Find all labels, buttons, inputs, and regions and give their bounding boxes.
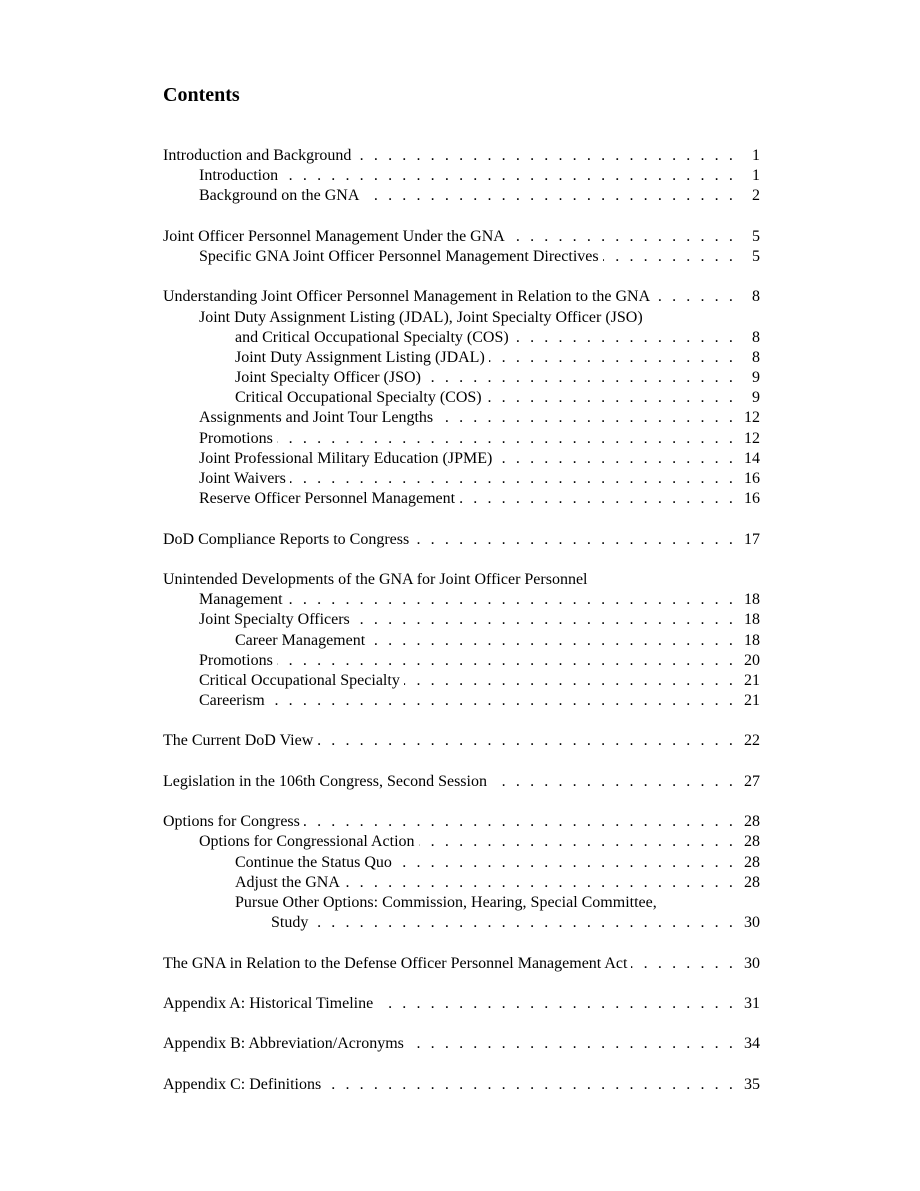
toc-entry-title: Joint Waivers bbox=[199, 470, 286, 487]
toc-page-number: 9 bbox=[752, 389, 760, 407]
toc-page-number: 28 bbox=[744, 873, 760, 891]
toc-entry-title: Specific GNA Joint Officer Personnel Management Directives bbox=[199, 247, 599, 265]
toc-page-number: 30 bbox=[744, 954, 760, 972]
toc-page-number: 18 bbox=[744, 631, 760, 649]
toc-entry-title: Management bbox=[199, 591, 283, 609]
toc-entry[interactable] bbox=[163, 388, 760, 408]
toc-entry[interactable] bbox=[163, 610, 760, 630]
toc-dot-leader bbox=[377, 994, 736, 1014]
toc-page-number: 35 bbox=[744, 1075, 760, 1093]
toc-dot-leader bbox=[396, 853, 736, 873]
toc-dot-leader bbox=[363, 186, 736, 206]
toc-page-number: 18 bbox=[744, 611, 760, 629]
toc-entry-title: and Critical Occupational Specialty (COS) bbox=[235, 328, 509, 346]
toc-page-number: 16 bbox=[744, 470, 760, 487]
toc-dot-leader bbox=[437, 408, 736, 428]
toc-entry[interactable] bbox=[163, 691, 760, 711]
toc-entry-title: Assignments and Joint Tour Lengths bbox=[199, 409, 434, 427]
toc-entry-title: Appendix B: Abbreviation/Acronyms bbox=[163, 1035, 404, 1053]
toc-entry[interactable] bbox=[163, 247, 760, 267]
toc-entry[interactable] bbox=[163, 994, 760, 1014]
toc-entry[interactable] bbox=[163, 368, 760, 388]
toc-dot-leader bbox=[325, 1075, 736, 1095]
toc-entry-title: Careerism bbox=[199, 692, 265, 710]
toc-entry[interactable] bbox=[163, 530, 760, 550]
toc-page-number: 28 bbox=[744, 833, 760, 851]
toc-entry[interactable] bbox=[163, 489, 760, 509]
toc-dot-leader bbox=[312, 913, 736, 933]
toc-entry-title: Study bbox=[271, 914, 309, 932]
toc-page-number: 14 bbox=[744, 449, 760, 467]
toc-entry-title: Critical Occupational Specialty bbox=[199, 671, 400, 689]
toc-dot-leader bbox=[282, 166, 736, 186]
toc-dot-leader bbox=[513, 328, 736, 348]
toc-entry-title: Legislation in the 106th Congress, Second Session bbox=[163, 772, 487, 790]
toc-dot-leader bbox=[404, 671, 736, 691]
contents-heading: Contents bbox=[163, 84, 240, 106]
toc-dot-leader bbox=[317, 731, 736, 751]
toc-entry-title: Pursue Other Options: Commission, Hearing, Special Committee, bbox=[235, 893, 657, 911]
toc-page-number: 21 bbox=[744, 692, 760, 710]
toc-page-number: 28 bbox=[744, 813, 760, 831]
toc-dot-leader bbox=[304, 812, 736, 832]
toc-entry[interactable] bbox=[163, 408, 760, 428]
toc-entry[interactable] bbox=[163, 631, 760, 651]
toc-dot-leader bbox=[425, 368, 736, 388]
toc-entry[interactable] bbox=[163, 166, 760, 186]
toc-page-number: 20 bbox=[744, 651, 760, 669]
toc-entry-title: Appendix C: Definitions bbox=[163, 1075, 322, 1093]
toc-dot-leader bbox=[419, 832, 736, 852]
toc-entry[interactable] bbox=[163, 853, 760, 873]
toc-dot-leader bbox=[290, 469, 736, 489]
toc-page-number: 16 bbox=[744, 490, 760, 508]
toc-dot-leader bbox=[459, 489, 736, 509]
toc-entry[interactable] bbox=[163, 772, 760, 792]
toc-entry-title: Understanding Joint Officer Personnel Management in Relation to the GNA bbox=[163, 288, 651, 306]
toc-entry[interactable] bbox=[163, 1034, 760, 1054]
toc-entry-title: The Current DoD View bbox=[163, 732, 314, 750]
toc-entry[interactable] bbox=[163, 913, 760, 933]
toc-dot-leader bbox=[277, 429, 736, 449]
toc-page-number: 30 bbox=[744, 914, 760, 932]
toc-entry-title: Appendix A: Historical Timeline bbox=[163, 994, 374, 1012]
toc-entry[interactable] bbox=[163, 186, 760, 206]
toc-dot-leader bbox=[287, 590, 736, 610]
toc-dot-leader bbox=[413, 530, 736, 550]
toc-entry-title: Background on the GNA bbox=[199, 187, 360, 205]
toc-entry[interactable] bbox=[163, 893, 760, 913]
toc-page-number: 9 bbox=[752, 369, 760, 387]
toc-entry[interactable] bbox=[163, 570, 760, 590]
toc-entry[interactable] bbox=[163, 328, 760, 348]
toc-dot-leader bbox=[509, 227, 736, 247]
toc-entry-title: Joint Specialty Officer (JSO) bbox=[235, 369, 421, 387]
toc-entry-title: Promotions bbox=[199, 429, 273, 447]
toc-page-number: 31 bbox=[744, 994, 760, 1012]
toc-entry[interactable] bbox=[163, 469, 760, 489]
toc-page-number: 5 bbox=[752, 227, 760, 245]
toc-entry[interactable] bbox=[163, 671, 760, 691]
toc-entry-title: Continue the Status Quo bbox=[235, 853, 392, 871]
toc-entry-title: Options for Congress bbox=[163, 813, 300, 831]
toc-dot-leader bbox=[631, 954, 736, 974]
toc-entry-title: DoD Compliance Reports to Congress bbox=[163, 530, 410, 548]
toc-page-number: 21 bbox=[744, 671, 760, 689]
toc-entry[interactable] bbox=[163, 873, 760, 893]
toc-page-number: 18 bbox=[744, 591, 760, 609]
toc-dot-leader bbox=[603, 247, 736, 267]
toc-page-number: 1 bbox=[752, 147, 760, 164]
toc-entry-title: Promotions bbox=[199, 651, 273, 669]
toc-entry[interactable] bbox=[163, 308, 760, 328]
table-of-contents bbox=[163, 146, 760, 1095]
toc-entry[interactable] bbox=[163, 348, 760, 368]
toc-page-number: 8 bbox=[752, 348, 760, 366]
toc-entry-title: Options for Congressional Action bbox=[199, 833, 415, 851]
toc-page-number: 8 bbox=[752, 288, 760, 306]
toc-entry-title: Unintended Developments of the GNA for Joint Officer Personnel bbox=[163, 570, 588, 588]
toc-entry-title: Joint Duty Assignment Listing (JDAL) bbox=[235, 348, 485, 366]
toc-entry-title: Adjust the GNA bbox=[235, 873, 340, 891]
toc-page-number: 22 bbox=[744, 732, 760, 750]
toc-entry[interactable] bbox=[163, 449, 760, 469]
toc-entry[interactable] bbox=[163, 287, 760, 307]
toc-dot-leader bbox=[486, 388, 736, 408]
toc-entry[interactable] bbox=[163, 812, 760, 832]
toc-dot-leader bbox=[354, 610, 736, 630]
toc-entry-title: Joint Duty Assignment Listing (JDAL), Joint Specialty Officer (JSO) bbox=[199, 308, 643, 326]
toc-dot-leader bbox=[496, 449, 736, 469]
toc-entry-title: Critical Occupational Specialty (COS) bbox=[235, 389, 482, 407]
toc-entry[interactable] bbox=[163, 1075, 760, 1095]
toc-entry-title: Joint Officer Personnel Management Under the GNA bbox=[163, 227, 505, 245]
toc-entry-title: The GNA in Relation to the Defense Officer Personnel Management Act bbox=[163, 954, 628, 972]
toc-entry[interactable] bbox=[163, 651, 760, 671]
toc-dot-leader bbox=[369, 631, 736, 651]
toc-page-number: 2 bbox=[752, 187, 760, 205]
toc-dot-leader bbox=[489, 348, 736, 368]
toc-entry[interactable] bbox=[163, 429, 760, 449]
toc-entry[interactable] bbox=[163, 954, 760, 974]
toc-dot-leader bbox=[269, 691, 736, 711]
toc-dot-leader bbox=[654, 287, 736, 307]
toc-entry-title: Reserve Officer Personnel Management bbox=[199, 490, 456, 508]
toc-dot-leader bbox=[344, 873, 736, 893]
toc-entry[interactable] bbox=[163, 146, 760, 166]
toc-entry[interactable] bbox=[163, 227, 760, 247]
toc-page-number: 28 bbox=[744, 853, 760, 871]
toc-dot-leader bbox=[277, 651, 736, 671]
toc-page-number: 12 bbox=[744, 409, 760, 427]
toc-entry-title: Joint Specialty Officers bbox=[199, 611, 350, 629]
toc-page-number: 17 bbox=[744, 530, 760, 548]
toc-dot-leader bbox=[355, 146, 736, 166]
toc-entry-title: Joint Professional Military Education (JPME) bbox=[199, 449, 493, 467]
toc-entry[interactable] bbox=[163, 832, 760, 852]
toc-entry[interactable] bbox=[163, 590, 760, 610]
toc-page-number: 1 bbox=[752, 167, 760, 185]
toc-dot-leader bbox=[408, 1034, 736, 1054]
toc-entry[interactable] bbox=[163, 731, 760, 751]
toc-entry-title: Introduction bbox=[199, 167, 279, 185]
toc-page-number: 5 bbox=[752, 247, 760, 265]
toc-page-number: 27 bbox=[744, 772, 760, 790]
toc-page-number: 8 bbox=[752, 328, 760, 346]
toc-entry-title: Introduction and Background bbox=[163, 147, 352, 164]
toc-page-number: 12 bbox=[744, 429, 760, 447]
toc-entry-title: Career Management bbox=[235, 631, 366, 649]
toc-page-number: 34 bbox=[744, 1035, 760, 1053]
toc-dot-leader bbox=[491, 772, 736, 792]
